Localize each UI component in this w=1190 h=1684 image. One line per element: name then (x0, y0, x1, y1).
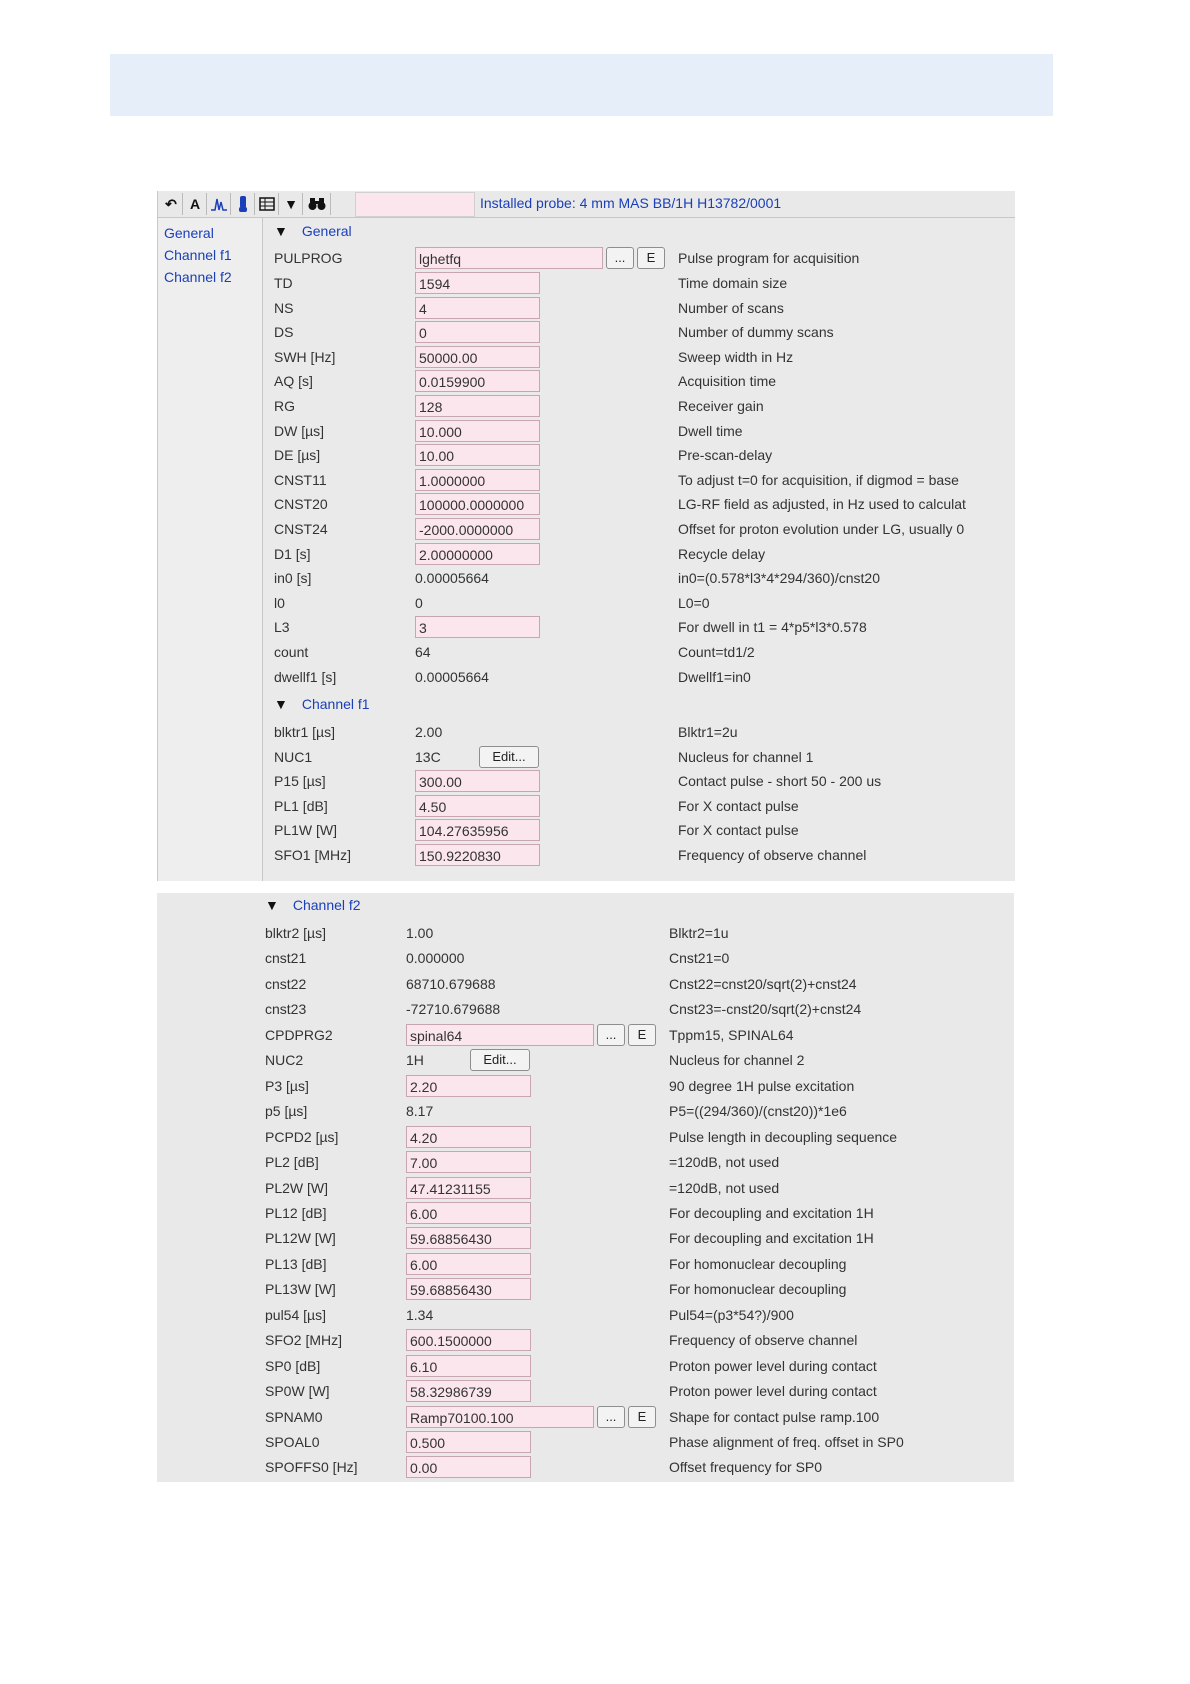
browse-button[interactable]: ... (597, 1024, 625, 1046)
param-label: TD (274, 275, 293, 291)
param-description: Pul54=(p3*54?)/900 (669, 1306, 794, 1323)
param-input[interactable]: 59.68856430 (406, 1278, 531, 1300)
param-value: 64 (415, 644, 431, 660)
search-input[interactable] (355, 192, 475, 217)
edit-nucleus-button[interactable]: Edit... (479, 746, 539, 768)
param-label: CNST24 (274, 521, 328, 537)
param-label: SP0W [W] (265, 1383, 330, 1400)
section-header-general[interactable] (274, 223, 352, 239)
param-description: Frequency of observe channel (678, 847, 867, 863)
param-row-pl12w-w (265, 1227, 1005, 1251)
section-header-channel-f2[interactable] (265, 897, 361, 913)
param-row-de-s (274, 444, 1009, 468)
param-row-ds (274, 321, 1009, 345)
param-label: count (274, 644, 309, 660)
param-row-td (274, 272, 1009, 296)
param-row-cpdprg2 (265, 1024, 1005, 1048)
param-label: PULPROG (274, 250, 343, 266)
param-description: Dwellf1=in0 (678, 668, 751, 685)
filter-icon[interactable]: ▼ (280, 193, 303, 215)
param-value: 1.00 (406, 925, 434, 941)
param-label: pul54 [µs] (265, 1306, 326, 1323)
binoculars-icon[interactable] (304, 193, 331, 215)
param-description: To adjust t=0 for acquisition, if digmod = base (678, 471, 959, 488)
param-row-spnam0 (265, 1406, 1005, 1430)
param-value: 8.17 (406, 1103, 434, 1120)
section-title: Channel f1 (301, 696, 370, 712)
param-input[interactable]: 2.00000000 (415, 543, 540, 565)
param-label: blktr2 [µs] (265, 925, 326, 941)
param-row-ns (274, 297, 1009, 321)
param-row-dw-s (274, 420, 1009, 444)
sidebar-item-channel-f1[interactable]: Channel f1 (164, 247, 232, 263)
param-label: SPNAM0 (265, 1408, 323, 1425)
param-row-cnst24 (274, 518, 1009, 542)
param-description: in0=(0.578*l3*4*294/360)/cnst20 (678, 570, 880, 587)
param-label: PL12W [W] (265, 1230, 336, 1247)
param-value: 2.00 (415, 724, 443, 740)
param-description: P5=((294/360)/(cnst20))*1e6 (669, 1103, 847, 1120)
param-label: p5 [µs] (265, 1103, 308, 1120)
param-row-rg (274, 395, 1009, 419)
param-description: For dwell in t1 = 4*p5*l3*0.578 (678, 619, 867, 636)
param-value: 68710.679688 (406, 975, 496, 992)
param-row-l3 (274, 616, 1009, 640)
param-description: Number of scans (678, 299, 784, 316)
installed-probe-text: Installed probe: 4 mm MAS BB/1H H13782/0001 (480, 195, 782, 211)
param-input[interactable]: 0.500 (406, 1431, 531, 1453)
param-label: CPDPRG2 (265, 1026, 333, 1043)
param-input[interactable]: 59.68856430 (406, 1227, 531, 1249)
param-description: Frequency of observe channel (669, 1332, 858, 1349)
param-label: AQ [s] (274, 373, 313, 390)
param-label: PL12 [dB] (265, 1204, 327, 1221)
param-label: cnst21 (265, 950, 307, 967)
param-value: 1.34 (406, 1306, 434, 1323)
param-description: Pulse program for acquisition (678, 250, 860, 266)
param-row-pl1-db (274, 795, 1009, 819)
param-value: 0.00005664 (415, 570, 489, 587)
param-value: 0 (415, 594, 423, 611)
param-label: SPOAL0 (265, 1434, 320, 1450)
param-row-pl2w-w (265, 1177, 1005, 1201)
param-description: Nucleus for channel 2 (669, 1052, 805, 1069)
param-input[interactable]: 10.00 (415, 444, 540, 466)
sidebar-item-general[interactable]: General (164, 225, 214, 241)
param-value: 0.000000 (406, 950, 465, 967)
peak-icon[interactable] (208, 193, 231, 215)
param-description: Blktr2=1u (669, 925, 729, 941)
param-row-p3-s (265, 1075, 1005, 1099)
param-row-l0 (274, 592, 1009, 616)
param-description: Count=td1/2 (678, 644, 755, 660)
param-description: Blktr1=2u (678, 724, 738, 740)
param-label: PL13 [dB] (265, 1255, 327, 1272)
collapse-triangle-icon[interactable]: ▼ (265, 897, 279, 913)
param-label: DE [µs] (274, 447, 321, 464)
param-row-cnst11 (274, 469, 1009, 493)
param-input[interactable]: 300.00 (415, 770, 540, 792)
param-input[interactable]: 0 (415, 321, 540, 343)
param-label: SWH [Hz] (274, 348, 336, 365)
param-row-cnst21 (265, 947, 1005, 971)
browse-button[interactable]: ... (597, 1406, 625, 1428)
param-label: in0 [s] (274, 570, 312, 587)
param-input[interactable]: 1.0000000 (415, 469, 540, 491)
param-description: 90 degree 1H pulse excitation (669, 1077, 855, 1094)
param-description: LG-RF field as adjusted, in Hz used to calculat (678, 496, 966, 513)
collapse-triangle-icon[interactable]: ▼ (274, 223, 288, 239)
param-input[interactable]: 6.10 (406, 1355, 531, 1377)
param-row-dwellf1-s (274, 666, 1009, 690)
param-row-spoffs0-hz (265, 1456, 1005, 1480)
param-input[interactable]: 6.00 (406, 1253, 531, 1275)
param-label: l0 (274, 594, 285, 611)
browse-button[interactable]: ... (606, 247, 634, 269)
param-label: PL13W [W] (265, 1281, 336, 1298)
param-description: =120dB, not used (669, 1179, 780, 1196)
param-description: L0=0 (678, 594, 710, 611)
collapse-triangle-icon[interactable]: ▼ (274, 696, 288, 712)
param-row-nuc2 (265, 1049, 1005, 1073)
edit-e-button[interactable]: E (628, 1024, 656, 1046)
param-label: P3 [µs] (265, 1077, 309, 1094)
param-row-aq-s (274, 370, 1009, 394)
param-input[interactable]: 47.41231155 (406, 1177, 531, 1199)
acquisition-parameters-panel (157, 191, 1015, 881)
param-description: For homonuclear decoupling (669, 1281, 847, 1298)
param-row-swh-hz (274, 346, 1009, 370)
param-input[interactable]: spinal64 (406, 1024, 594, 1046)
param-row-pl2-db (265, 1151, 1005, 1175)
section-header-channel-f1[interactable] (274, 696, 370, 712)
param-label: PL1 [dB] (274, 797, 328, 814)
param-row-p15-s (274, 770, 1009, 794)
section-title: General (301, 223, 352, 239)
param-label: D1 [s] (274, 545, 311, 562)
probe-icon[interactable] (232, 193, 255, 215)
param-label: SP0 [dB] (265, 1357, 321, 1374)
param-label: PL2W [W] (265, 1179, 329, 1196)
param-label: SFO2 [MHz] (265, 1332, 343, 1349)
font-icon[interactable]: A (184, 193, 207, 215)
param-description: Nucleus for channel 1 (678, 748, 814, 765)
param-row-in0-s (274, 567, 1009, 591)
param-label: dwellf1 [s] (274, 668, 337, 685)
param-description: Time domain size (678, 275, 788, 291)
param-description: For decoupling and excitation 1H (669, 1204, 874, 1221)
param-input[interactable]: 58.32986739 (406, 1380, 531, 1402)
sidebar-item-channel-f2[interactable]: Channel f2 (164, 269, 232, 285)
param-input[interactable]: -2000.0000000 (415, 518, 540, 540)
param-label: CNST20 (274, 496, 328, 513)
param-input[interactable]: 4.20 (406, 1126, 531, 1148)
param-description: Cnst22=cnst20/sqrt(2)+cnst24 (669, 975, 857, 992)
param-input[interactable]: 50000.00 (415, 346, 540, 368)
param-description: Tppm15, SPINAL64 (669, 1026, 794, 1043)
param-input[interactable]: 2.20 (406, 1075, 531, 1097)
param-row-sp0-db (265, 1355, 1005, 1379)
param-row-sfo2-mhz (265, 1329, 1005, 1353)
param-input[interactable]: lghetfq (415, 247, 603, 269)
param-input[interactable]: 4.50 (415, 795, 540, 817)
param-row-blktr2-s (265, 922, 1005, 946)
undo-icon[interactable]: ↶ (160, 193, 183, 215)
param-row-count (274, 641, 1009, 665)
param-label: SFO1 [MHz] (274, 847, 352, 863)
param-label: L3 (274, 619, 290, 636)
param-input[interactable]: 3 (415, 616, 540, 638)
param-input[interactable]: 128 (415, 395, 540, 417)
param-description: Shape for contact pulse ramp.100 (669, 1408, 880, 1425)
param-row-pl13-db (265, 1253, 1005, 1277)
param-row-pl12-db (265, 1202, 1005, 1226)
param-description: Offset frequency for SP0 (669, 1459, 823, 1476)
param-input[interactable]: 600.1500000 (406, 1329, 531, 1351)
param-row-nuc1 (274, 746, 1009, 770)
param-row-pcpd2-s (265, 1126, 1005, 1150)
param-description: Pulse length in decoupling sequence (669, 1128, 898, 1145)
param-description: Proton power level during contact (669, 1357, 877, 1374)
param-description: Dwell time (678, 422, 743, 439)
param-row-cnst22 (265, 973, 1005, 997)
param-description: Cnst23=-cnst20/sqrt(2)+cnst24 (669, 1001, 862, 1018)
param-row-blktr1-s (274, 721, 1009, 745)
param-label: cnst22 (265, 975, 307, 992)
param-row-cnst20 (274, 493, 1009, 517)
channel-f2-panel (157, 893, 1014, 1482)
param-description: Sweep width in Hz (678, 348, 794, 365)
param-label: PCPD2 [µs] (265, 1128, 339, 1145)
param-label: SPOFFS0 [Hz] (265, 1459, 358, 1476)
param-label: NUC2 (265, 1052, 304, 1069)
param-description: Phase alignment of freq. offset in SP0 (669, 1434, 904, 1450)
param-description: =120dB, not used (669, 1154, 780, 1171)
param-description: Recycle delay (678, 545, 766, 562)
param-label: PL2 [dB] (265, 1154, 319, 1171)
param-input[interactable]: 104.27635956 (415, 819, 540, 841)
param-input[interactable]: 4 (415, 297, 540, 319)
param-value: -72710.679688 (406, 1001, 501, 1018)
table-icon[interactable] (256, 193, 279, 215)
edit-e-button[interactable]: E (628, 1406, 656, 1428)
top-banner (110, 54, 1053, 116)
param-input[interactable]: 100000.0000000 (415, 493, 540, 515)
param-input[interactable]: 0.0159900 (415, 370, 540, 392)
sidebar (158, 218, 263, 881)
param-row-cnst23 (265, 998, 1005, 1022)
toolbar (158, 191, 1015, 218)
param-row-pul54-s (265, 1304, 1005, 1328)
param-value: 13C (415, 748, 441, 765)
param-label: CNST11 (274, 471, 327, 488)
section-title: Channel f2 (292, 897, 361, 913)
param-label: cnst23 (265, 1001, 307, 1018)
param-description: Offset for proton evolution under LG, usually 0 (678, 521, 965, 537)
param-description: For homonuclear decoupling (669, 1255, 847, 1272)
param-input[interactable]: 1594 (415, 272, 540, 294)
param-description: Proton power level during contact (669, 1383, 877, 1400)
param-input[interactable]: 6.00 (406, 1202, 531, 1224)
param-description: Contact pulse - short 50 - 200 us (678, 773, 882, 790)
param-row-pl1w-w (274, 819, 1009, 843)
param-input[interactable]: 150.9220830 (415, 844, 540, 866)
param-label: P15 [µs] (274, 773, 326, 790)
param-label: RG (274, 398, 295, 414)
param-row-d1-s (274, 543, 1009, 567)
param-description: Number of dummy scans (678, 324, 834, 341)
param-description: Cnst21=0 (669, 950, 730, 967)
param-description: Acquisition time (678, 373, 777, 390)
param-input[interactable]: Ramp70100.100 (406, 1406, 594, 1428)
param-label: blktr1 [µs] (274, 724, 335, 740)
param-label: DS (274, 324, 294, 341)
param-description: For X contact pulse (678, 822, 799, 839)
param-label: NS (274, 299, 294, 316)
param-input[interactable]: 10.000 (415, 420, 540, 442)
parameter-table (264, 218, 1015, 881)
param-row-sp0w-w (265, 1380, 1005, 1404)
param-row-spoal0 (265, 1431, 1005, 1455)
param-row-pulprog (274, 247, 1009, 271)
param-description: For decoupling and excitation 1H (669, 1230, 874, 1247)
param-value: 0.00005664 (415, 668, 489, 685)
param-row-p5-s (265, 1100, 1005, 1124)
param-row-sfo1-mhz (274, 844, 1009, 868)
edit-e-button[interactable]: E (637, 247, 665, 269)
param-input[interactable]: 0.00 (406, 1456, 531, 1478)
param-description: For X contact pulse (678, 797, 799, 814)
param-value: 1H (406, 1052, 424, 1069)
param-label: PL1W [W] (274, 822, 338, 839)
param-label: NUC1 (274, 748, 313, 765)
param-description: Receiver gain (678, 398, 764, 414)
param-label: DW [µs] (274, 422, 325, 439)
param-row-pl13w-w (265, 1278, 1005, 1302)
edit-nucleus-button[interactable]: Edit... (470, 1049, 530, 1071)
param-input[interactable]: 7.00 (406, 1151, 531, 1173)
param-description: Pre-scan-delay (678, 447, 773, 464)
